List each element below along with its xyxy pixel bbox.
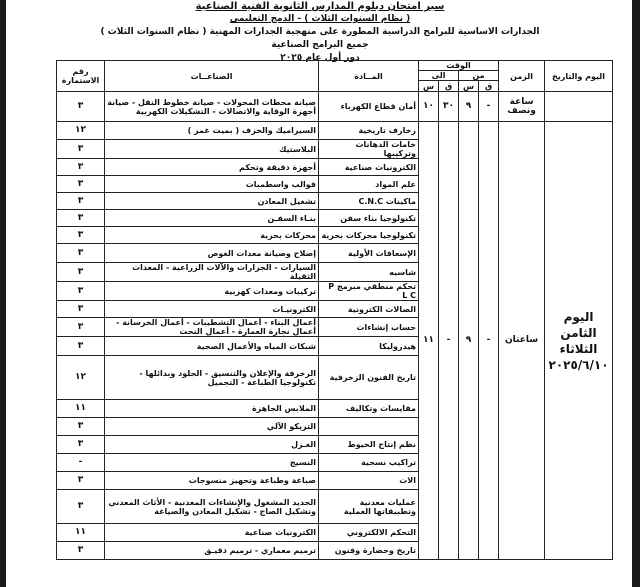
specialty-cell: التريكو الآلي bbox=[105, 418, 319, 436]
specialty-cell: أعمال البناء - أعمال التشطيبات - أعمال الخرسانة - أعمال نجارة العمارة - أعمال النحت bbox=[105, 318, 319, 337]
subject-cell: هيدروليكا bbox=[319, 337, 419, 356]
day-cell-blank bbox=[545, 92, 613, 122]
schedule-row bbox=[57, 122, 613, 140]
subject-cell: الإسعافات الأولية bbox=[319, 244, 419, 263]
col-specialties: الصناعــات bbox=[105, 61, 319, 92]
form-number-cell: ٣ bbox=[57, 263, 105, 282]
subject-cell: الصالات الكترونية bbox=[319, 301, 419, 318]
specialty-cell: الكترونيات صناعية bbox=[105, 524, 319, 542]
session2-to-h: - bbox=[439, 122, 459, 560]
subject-cell: شاسيه bbox=[319, 263, 419, 282]
specialty-cell: ترميم معماري - ترميم دقيـق bbox=[105, 542, 319, 560]
form-number-cell: ٣ bbox=[57, 210, 105, 227]
subject-cell: أمان قطاع الكهرباء bbox=[319, 92, 419, 122]
subject-cell: تراكيب نسجية bbox=[319, 454, 419, 472]
specialty-cell: السيراميك والخزف ( بميت غمر ) bbox=[105, 122, 319, 140]
subject-cell: تاريخ الفنون الزخرفية bbox=[319, 356, 419, 400]
exam-schedule-table bbox=[56, 60, 613, 560]
specialty-cell: قوالب واسطمبات bbox=[105, 176, 319, 193]
session2-from-h: - bbox=[479, 122, 499, 560]
subject-cell: عمليات معدنية وتطبيقاتها العملية bbox=[319, 490, 419, 524]
right-frame-border bbox=[632, 0, 640, 587]
specialty-cell: الزخرفة والإعلان والتنسيق - الجلود وبدائلها - تكنولوجيا الطباعة - التجميل bbox=[105, 356, 319, 400]
header-line-5: دور أول عام ٢٠٢٥ bbox=[280, 53, 360, 63]
form-number-cell: ٣ bbox=[57, 193, 105, 210]
form-number-cell: ٣ bbox=[57, 318, 105, 337]
subject-cell: زخارف تاريخية bbox=[319, 122, 419, 140]
exam-day: اليوم الثامن الثلاثاء ٢٠٢٥/٦/١٠ bbox=[545, 122, 613, 560]
form-number-cell: ٣ bbox=[57, 140, 105, 159]
subject-cell: الكترونيات صناعية bbox=[319, 159, 419, 176]
form-number-cell: ٣ bbox=[57, 176, 105, 193]
session1-from-s: ٩ bbox=[459, 92, 479, 122]
col-from-h: ق bbox=[479, 81, 499, 92]
specialty-cell: محركات بحرية bbox=[105, 227, 319, 244]
col-to-s: س bbox=[419, 81, 439, 92]
header-line-1: سير امتحان دبلوم المدارس الثانوية الفنية الصناعية bbox=[195, 1, 445, 12]
form-number-cell: ٣ bbox=[57, 337, 105, 356]
specialty-cell: الحديد المشغول والإنشاءات المعدنية - الأثاث المعدني وتشكيل الصاج - تشكيل المعادن والصياغة bbox=[105, 490, 319, 524]
specialty-cell: الكترونيـات bbox=[105, 301, 319, 318]
session2-from-s: ٩ bbox=[459, 122, 479, 560]
form-number-cell: ٣ bbox=[57, 92, 105, 122]
specialty-cell: الغـزل bbox=[105, 436, 319, 454]
form-number-cell: - bbox=[57, 454, 105, 472]
specialty-cell: البلاستيك bbox=[105, 140, 319, 159]
col-time: الزمن bbox=[499, 61, 545, 92]
form-number-cell: ٣ bbox=[57, 436, 105, 454]
form-number-cell: ٣ bbox=[57, 490, 105, 524]
specialty-cell: تشغيل المعادن bbox=[105, 193, 319, 210]
specialty-cell: تركيبات ومعدات كهربية bbox=[105, 282, 319, 301]
specialty-cell: صباغة وطباعة وتجهيز منسوجات bbox=[105, 472, 319, 490]
subject-cell: تكنولوجيا بناء سفن bbox=[319, 210, 419, 227]
form-number-cell: ٣ bbox=[57, 227, 105, 244]
session1-duration: ساعة ونصف bbox=[499, 92, 545, 122]
specialty-cell: الملابس الجاهزة bbox=[105, 400, 319, 418]
col-from-s: س bbox=[459, 81, 479, 92]
col-subject: المــادة bbox=[319, 61, 419, 92]
form-number-cell: ١١ bbox=[57, 524, 105, 542]
col-form-no: رقم الاستمارة bbox=[57, 61, 105, 92]
subject-cell: التحكم الالكتروني bbox=[319, 524, 419, 542]
form-number-cell: ١١ bbox=[57, 400, 105, 418]
specialty-cell: صيانة محطات المحولات - صيانة خطوط النقل - صيانة أجهزة الوقاية والاتصالات - التشكيلات الكهربية bbox=[105, 92, 319, 122]
specialty-cell: شبكات المياه والأعمال الصحية bbox=[105, 337, 319, 356]
col-from: من bbox=[459, 71, 499, 81]
form-number-cell: ٣ bbox=[57, 418, 105, 436]
left-frame-border bbox=[0, 0, 6, 587]
subject-cell: مقايسات وتكاليف bbox=[319, 400, 419, 418]
session1-from-h: - bbox=[479, 92, 499, 122]
subject-cell: علم المواد bbox=[319, 176, 419, 193]
session1-to-s: ١٠ bbox=[419, 92, 439, 122]
specialty-cell: أجهزة دقيقة وتحكم bbox=[105, 159, 319, 176]
subject-cell: الات bbox=[319, 472, 419, 490]
form-number-cell: ٣ bbox=[57, 472, 105, 490]
specialty-cell: إصلاح وصيانة معدات الغوص bbox=[105, 244, 319, 263]
form-number-cell: ٣ bbox=[57, 282, 105, 301]
form-number-cell: ٣ bbox=[57, 244, 105, 263]
session2-duration: ساعتان bbox=[499, 122, 545, 560]
subject-cell: حساب إنشاءات bbox=[319, 318, 419, 337]
session1-to-h: ٣٠ bbox=[439, 92, 459, 122]
schedule-row bbox=[57, 92, 613, 122]
header-line-2: ( نظام السنوات الثلاث ) - الدمج التعليمي bbox=[229, 14, 411, 24]
form-number-cell: ١٢ bbox=[57, 356, 105, 400]
specialty-cell: النسيج bbox=[105, 454, 319, 472]
subject-cell: ماكينات C.N.C bbox=[319, 193, 419, 210]
col-day-date: اليوم والتاريخ bbox=[545, 61, 613, 92]
col-timing: الوقت bbox=[419, 61, 499, 71]
subject-cell: تاريخ وحضارة وفنون bbox=[319, 542, 419, 560]
document-header bbox=[60, 0, 580, 64]
form-number-cell: ١٢ bbox=[57, 122, 105, 140]
subject-cell bbox=[319, 418, 419, 436]
form-number-cell: ٣ bbox=[57, 301, 105, 318]
session2-to-s: ١١ bbox=[419, 122, 439, 560]
form-number-cell: ٣ bbox=[57, 542, 105, 560]
subject-cell: خامات الدهانات وتركيبها bbox=[319, 140, 419, 159]
subject-cell: نظم إنتاج الخيوط bbox=[319, 436, 419, 454]
subject-cell: تحكم منطقي مبرمج P L C bbox=[319, 282, 419, 301]
col-to: الى bbox=[419, 71, 459, 81]
specialty-cell: بنـاء السفـن bbox=[105, 210, 319, 227]
specialty-cell: السيارات - الجرارات والآلات الزراعية - المعدات الثقيلة bbox=[105, 263, 319, 282]
header-line-3: الجدارات الاساسية للبرامج الدراسية المطورة على منهجية الجدارات المهنية ( نظام السنوات الثلاث ) bbox=[100, 27, 540, 37]
subject-cell: تكنولوجيا محركات بحرية bbox=[319, 227, 419, 244]
col-to-h: ق bbox=[439, 81, 459, 92]
form-number-cell: ٣ bbox=[57, 159, 105, 176]
header-line-4: جميع البرامج الصناعية bbox=[271, 40, 369, 50]
